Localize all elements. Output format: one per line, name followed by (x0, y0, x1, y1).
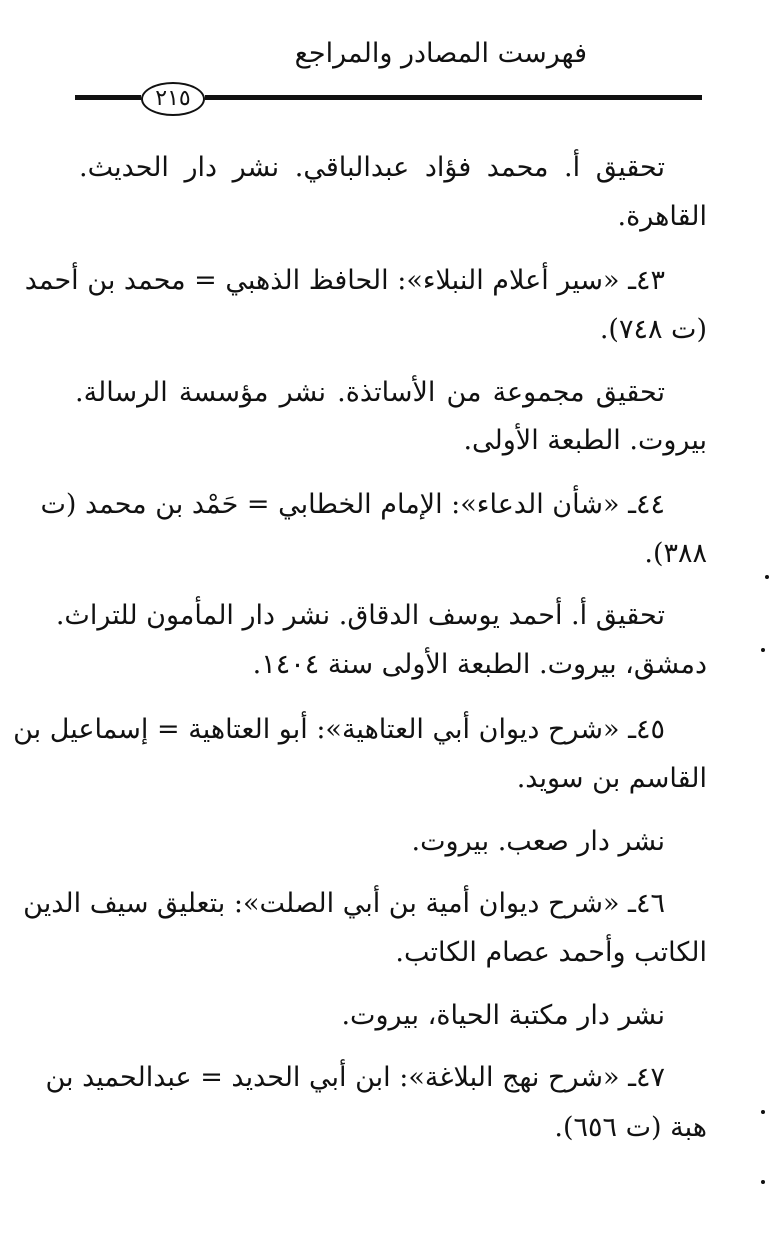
text-line: القاسم بن سويد. (516, 763, 707, 794)
margin-dot (765, 575, 769, 579)
text-line: تحقيق أ. أحمد يوسف الدقاق. نشر دار المأمون للتراث. (55, 600, 665, 631)
page-header-title: فهرست المصادر والمراجع (294, 38, 587, 69)
text-line: القاهرة. (617, 201, 707, 232)
text-line: تحقيق مجموعة من الأساتذة. نشر مؤسسة الرسالة. (75, 377, 665, 408)
text-line: ٤٦ـ «شرح ديوان أمية بن أبي الصلت»: بتعليق سيف الدين (23, 888, 665, 919)
margin-dot (761, 1110, 765, 1114)
text-line: ٣٨٨). (644, 538, 707, 569)
text-line: تحقيق أ. محمد فؤاد عبدالباقي. نشر دار الحديث. (79, 152, 665, 183)
text-line: ٤٥ـ «شرح ديوان أبي العتاهية»: أبو العتاهية = إسماعيل بن (13, 714, 665, 745)
text-line: ٤٣ـ «سير أعلام النبلاء»: الحافظ الذهبي = محمد بن أحمد (24, 265, 665, 296)
text-line: نشر دار مكتبة الحياة، بيروت. (341, 1000, 665, 1031)
text-line: هبة (ت ٦٥٦). (554, 1112, 707, 1143)
text-line: (ت ٧٤٨). (599, 314, 707, 345)
page-number-badge: ٢١٥ (141, 82, 205, 116)
text-line: ٤٤ـ «شأن الدعاء»: الإمام الخطابي = حَمْد بن محمد (ت (40, 489, 665, 520)
text-line: الكاتب وأحمد عصام الكاتب. (395, 937, 707, 968)
text-line: نشر دار صعب. بيروت. (411, 826, 665, 857)
text-line: بيروت. الطبعة الأولى. (463, 425, 707, 456)
margin-dot (761, 648, 765, 652)
text-line: دمشق، بيروت. الطبعة الأولى سنة ١٤٠٤. (252, 649, 707, 680)
margin-dot (761, 1180, 765, 1184)
text-line: ٤٧ـ «شرح نهج البلاغة»: ابن أبي الحديد = عبدالحميد بن (45, 1062, 665, 1093)
